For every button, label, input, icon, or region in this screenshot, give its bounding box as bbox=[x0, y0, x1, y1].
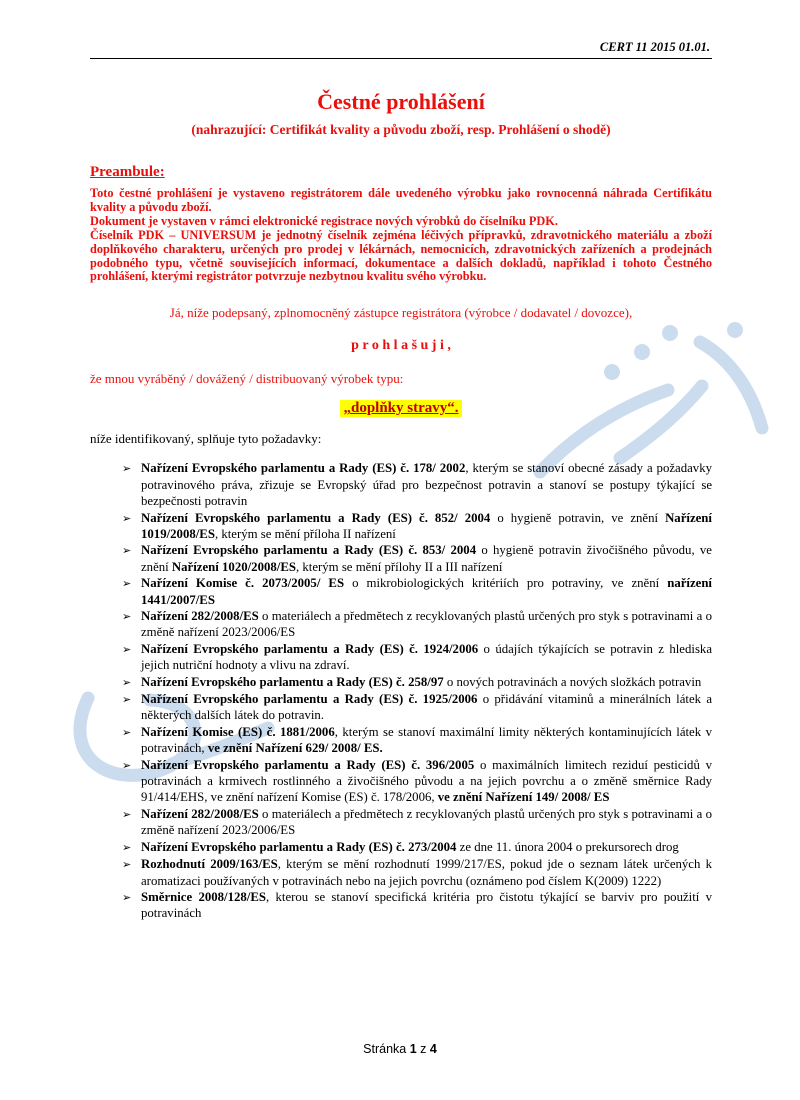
declaration-word: p r o h l a š u j i , bbox=[351, 338, 451, 354]
bullet-arrow-icon: ➢ bbox=[122, 610, 132, 623]
text-run: , kterou se stanoví specifická kritéria pro čistotu týkající se barviv pro použití v potravinách bbox=[141, 889, 712, 921]
text-run: o hygieně potravin živočišného původu, ve znění bbox=[141, 543, 712, 574]
requirement-text bbox=[137, 674, 712, 691]
product-type-wrap bbox=[90, 399, 712, 417]
requirement-item bbox=[122, 856, 712, 889]
requirement-text bbox=[137, 691, 712, 724]
requirement-text bbox=[137, 608, 712, 641]
product-type-highlight: „doplňky stravy“. bbox=[340, 400, 461, 417]
text-run: , kterým se mění příloha II nařízení bbox=[214, 526, 396, 541]
requirement-item bbox=[122, 806, 712, 839]
requirement-item bbox=[122, 608, 712, 641]
requirement-item bbox=[122, 889, 712, 922]
text-run: o hygieně potravin, ve znění bbox=[490, 510, 666, 525]
requirement-item bbox=[122, 757, 712, 806]
requirement-item bbox=[122, 510, 712, 543]
text-run-bold: Nařízení Evropského parlamentu a Rady (ES) č. 396/2005 bbox=[141, 757, 475, 772]
bullet-arrow-icon: ➢ bbox=[122, 758, 132, 772]
requirement-text bbox=[137, 460, 712, 509]
text-run-bold: Nařízení Evropského parlamentu a Rady (ES) č. 178/ 2002 bbox=[141, 461, 466, 476]
requirement-item bbox=[122, 691, 712, 724]
requirement-item bbox=[122, 674, 712, 691]
requirement-item bbox=[122, 641, 712, 674]
bullet-arrow-icon: ➢ bbox=[122, 890, 132, 904]
requirement-item bbox=[122, 460, 712, 509]
bullet-arrow-icon: ➢ bbox=[122, 544, 132, 558]
text-run: Stránka bbox=[363, 1042, 410, 1056]
bullet-arrow-icon: ➢ bbox=[122, 840, 132, 854]
text-run-bold: ve znění Nařízení 629/ 2008/ ES. bbox=[207, 741, 383, 756]
requirement-item bbox=[122, 724, 712, 757]
text-run: z bbox=[416, 1042, 430, 1056]
preamble-paragraph: Dokument je vystaven v rámci elektronické registrace nových výrobků do číselníku PDK. bbox=[90, 213, 558, 228]
requirement-item bbox=[122, 542, 712, 575]
requirement-text bbox=[137, 575, 712, 608]
text-run: o přidávání vitaminů a minerálních látek a některých dalších látek do potravin. bbox=[141, 692, 712, 723]
requirement-text bbox=[137, 757, 712, 806]
text-run: o údajích týkajících se potravin z hlediska jejich nutriční hodnoty a vlivu na zdraví. bbox=[141, 641, 712, 673]
bullet-arrow-icon: ➢ bbox=[122, 725, 132, 739]
text-run: o materiálech a předmětech z recyklovaných plastů určených pro styk s potravinami a o změně nařízení 2023/2006/ES bbox=[141, 609, 712, 640]
text-run-bold: Rozhodnutí 2009/163/ES bbox=[141, 857, 278, 872]
requirement-item bbox=[122, 839, 712, 856]
text-run-bold: Nařízení 1020/2008/ES bbox=[171, 559, 296, 574]
text-run-bold: Nařízení Komise (ES) č. 1881/2006 bbox=[141, 724, 335, 739]
text-run-bold: Nařízení Evropského parlamentu a Rady (ES) č. 853/ 2004 bbox=[141, 543, 477, 558]
document-reference: CERT 11 2015 01.01. bbox=[599, 40, 710, 54]
requirement-text bbox=[137, 856, 712, 889]
bullet-arrow-icon: ➢ bbox=[122, 675, 132, 689]
bullet-arrow-icon: ➢ bbox=[122, 642, 132, 656]
preamble-paragraphs bbox=[90, 187, 712, 284]
text-run-bold: 1 bbox=[409, 1042, 417, 1056]
text-run-bold: 4 bbox=[429, 1042, 437, 1056]
bullet-arrow-icon: ➢ bbox=[122, 693, 132, 707]
text-run-bold: Nařízení Evropského parlamentu a Rady (ES) č. 273/2004 bbox=[141, 839, 457, 854]
identified-line: níže identifikovaný, splňuje tyto požadavky: bbox=[90, 431, 322, 447]
preamble-paragraph: Toto čestné prohlášení je vystaveno registrátorem dále uvedeného výrobku jako rovnocenná náhrada Certifikátu kvality a původu zboží. bbox=[90, 186, 712, 214]
requirement-text bbox=[137, 641, 712, 674]
declaration-intro: Já, níže podepsaný, zplnomocněný zástupce registrátora (výrobce / dodavatel / dovozce), bbox=[169, 305, 633, 321]
text-run: ze dne 11. února 2004 o prekursorech drog bbox=[456, 839, 679, 854]
text-run: o maximálních limitech reziduí pesticidů v potravinách a krmivech rostlinného a živočišného původu a na jejich povrchu a o změně směrnice Rady 91/414/EHS, ve znění nařízení Komise (ES) č. 178/2006, bbox=[141, 757, 712, 805]
bullet-arrow-icon: ➢ bbox=[122, 858, 132, 872]
document-title: Čestné prohlášení bbox=[317, 89, 485, 114]
text-run-bold: Směrnice 2008/128/ES bbox=[141, 889, 267, 904]
text-run-bold: nařízení 1441/2007/ES bbox=[141, 576, 712, 607]
text-run-bold: Nařízení Evropského parlamentu a Rady (ES) č. 1924/2006 bbox=[141, 641, 479, 656]
text-run: , kterým se mění rozhodnutí 1999/217/ES, pokud jde o seznam látek určených k aromatizaci používaných v potravinách nebo na jejich povrchu (oznámeno pod číslem K(2009) 1222) bbox=[141, 857, 712, 888]
document-subtitle: (nahrazující: Certifikát kvality a původu zboží, resp. Prohlášení o shodě) bbox=[191, 122, 611, 137]
text-run-bold: Nařízení 1019/2008/ES bbox=[141, 510, 712, 541]
header-rule bbox=[90, 58, 712, 59]
text-run: , kterým se mění přílohy II a III nařízení bbox=[295, 559, 503, 574]
bullet-arrow-icon: ➢ bbox=[122, 511, 132, 525]
page-footer bbox=[0, 1042, 800, 1056]
text-run: o mikrobiologických kritériích pro potraviny, ve znění bbox=[344, 576, 668, 591]
requirements-list bbox=[90, 460, 712, 921]
text-run: o materiálech a předmětech z recyklovaných plastů určených pro styk s potravinami a o změně nařízení 2023/2006/ES bbox=[141, 806, 712, 838]
text-run-bold: Nařízení Evropského parlamentu a Rady (ES) č. 1925/2006 bbox=[141, 692, 478, 707]
text-run-bold: Nařízení 282/2008/ES bbox=[141, 609, 259, 623]
requirement-text bbox=[137, 510, 712, 543]
requirement-text bbox=[137, 889, 712, 922]
text-run-bold: Nařízení Komise č. 2073/2005/ ES bbox=[141, 576, 345, 591]
text-run-bold: Nařízení Evropského parlamentu a Rady (ES) č. 852/ 2004 bbox=[141, 510, 491, 525]
preamble-paragraph: Číselník PDK – UNIVERSUM je jednotný číselník zejména léčivých přípravků, zdravotnického materiálu a zboží doplňkového charakteru, určených pro prodej v lékárnách, nemocnicích, zdravotnických zařízeních a prodejnách podobného typu, včetně souvisejících informací, dokumentace a dalších dokladů, například i tohoto Čestného prohlášení, kterými registrátor potvrzuje nezbytnou kvalitu svého výrobku. bbox=[90, 227, 712, 284]
requirement-text bbox=[137, 724, 712, 757]
text-run: o nových potravinách a nových složkách potravin bbox=[443, 674, 702, 689]
text-run-bold: Nařízení Evropského parlamentu a Rady (ES) č. 258/97 bbox=[141, 674, 444, 689]
bullet-arrow-icon: ➢ bbox=[122, 807, 132, 821]
requirement-text bbox=[137, 839, 712, 856]
requirement-text bbox=[137, 542, 712, 575]
preambule-heading: Preambule: bbox=[90, 164, 165, 180]
product-line: že mnou vyráběný / dovážený / distribuovaný výrobek typu: bbox=[90, 371, 404, 387]
text-run: , kterým se stanoví maximální limity některých kontaminujících látek v potravinách, bbox=[141, 724, 712, 756]
text-run-bold: Nařízení 282/2008/ES bbox=[141, 806, 259, 821]
requirement-text bbox=[137, 806, 712, 839]
text-run-bold: ve znění Nařízení 149/ 2008/ ES bbox=[437, 790, 610, 805]
bullet-arrow-icon: ➢ bbox=[122, 462, 132, 476]
requirement-item bbox=[122, 575, 712, 608]
bullet-arrow-icon: ➢ bbox=[122, 577, 132, 591]
text-run: , kterým se stanoví obecné zásady a požadavky potravinového práva, zřizuje se Evropský úřad pro bezpečnost potravin a stanoví se postupy týkající se bezpečnosti potravin bbox=[141, 461, 712, 509]
